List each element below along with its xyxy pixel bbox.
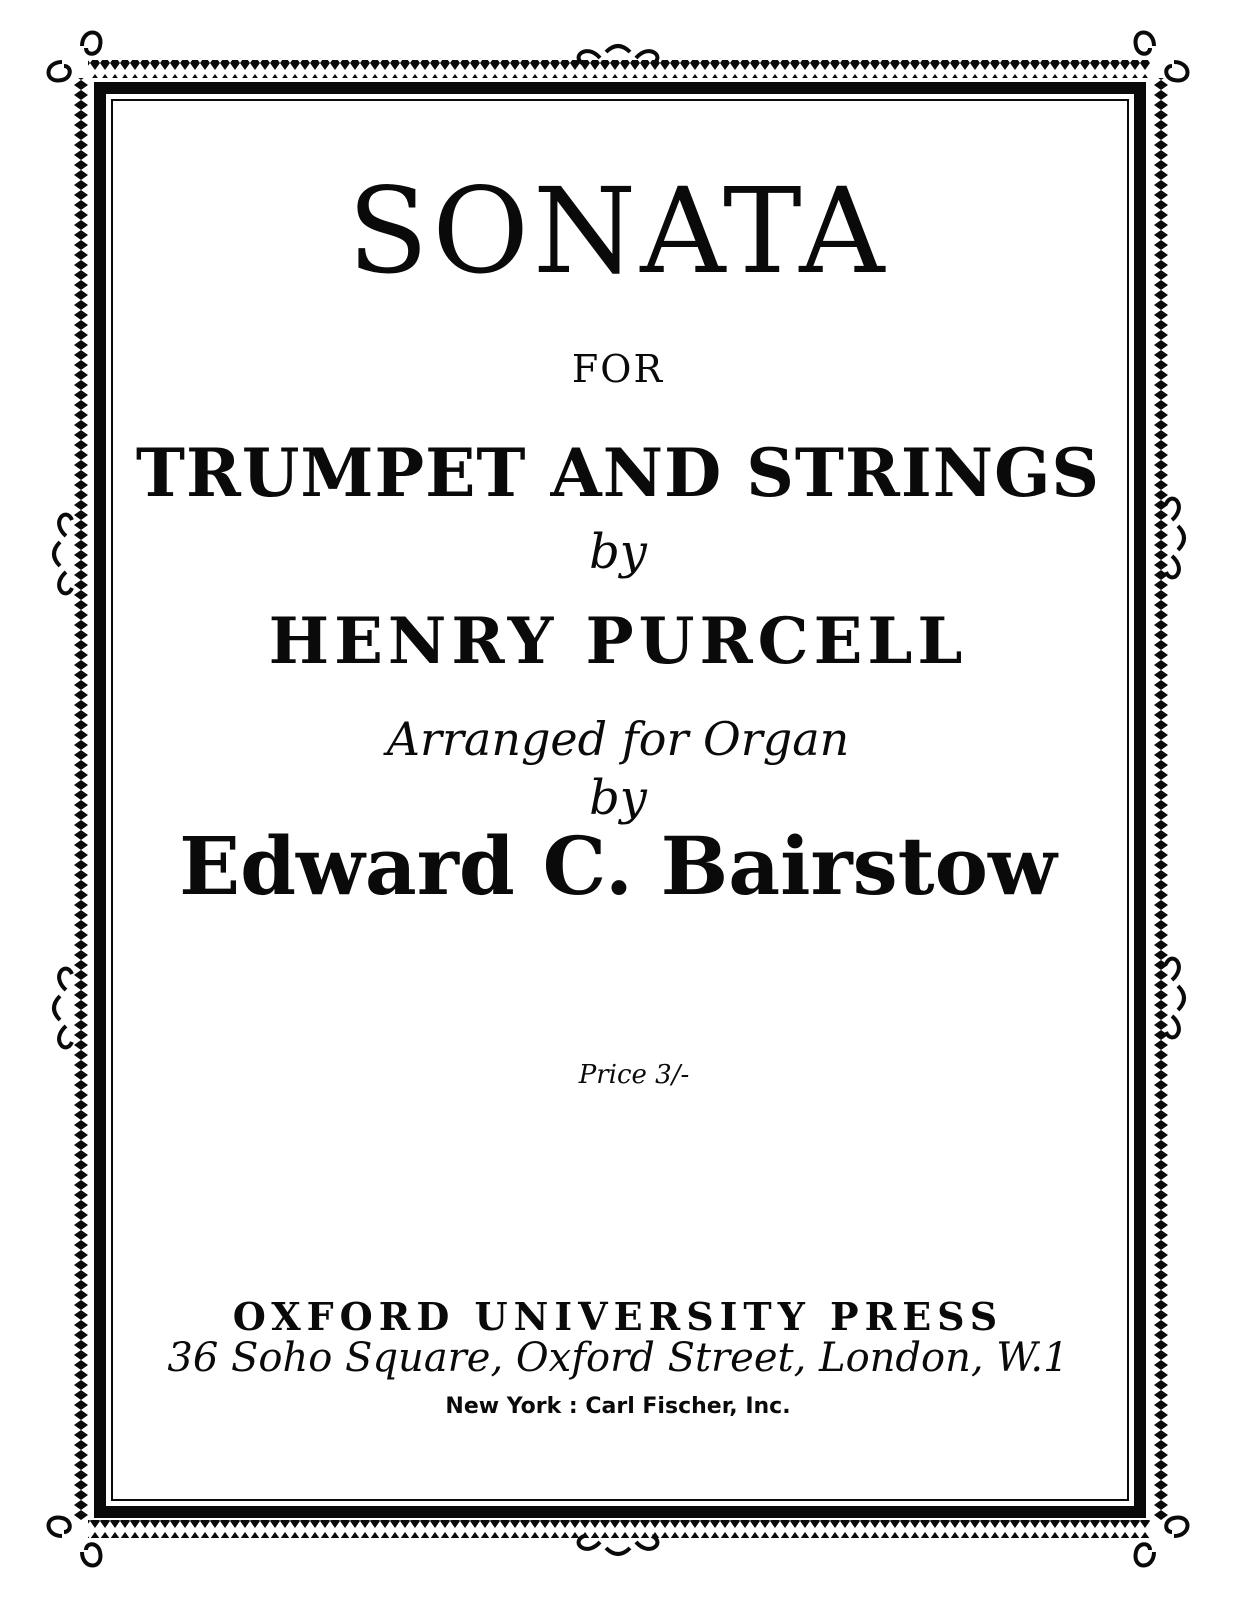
composer-name: HENRY PURCELL: [268, 604, 968, 679]
publisher-name: OXFORD UNIVERSITY PRESS: [232, 1294, 1004, 1339]
instrumentation: TRUMPET AND STRINGS: [135, 434, 1101, 512]
distributor-line: New York : Carl Fischer, Inc.: [445, 1394, 791, 1419]
for-label: FOR: [571, 347, 665, 391]
price-label: Price 3/-: [578, 1060, 690, 1090]
publisher-address: 36 Soho Square, Oxford Street, London, W.1: [167, 1335, 1069, 1381]
arranged-for-label: Arranged for Organ: [386, 712, 850, 766]
by-composer-label: by: [589, 524, 647, 580]
arranger-name: Edward C. Bairstow: [179, 819, 1057, 913]
by-arranger-label: by: [589, 770, 647, 826]
page-title: SONATA: [347, 162, 889, 300]
